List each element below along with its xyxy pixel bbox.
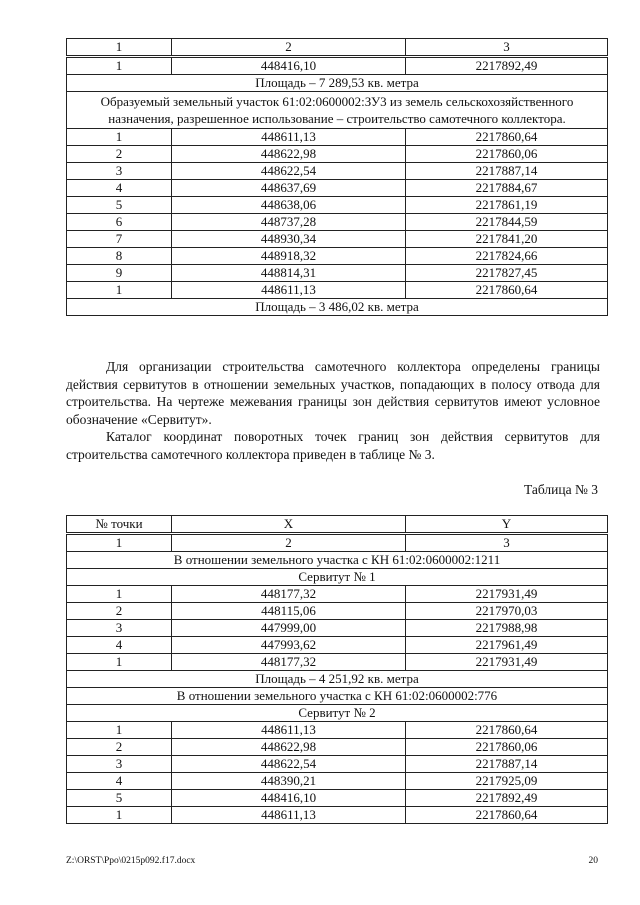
x-coordinate-cell: 448638,06	[172, 197, 406, 214]
point-number-cell: 9	[67, 265, 172, 282]
point-number-cell: 1	[67, 654, 172, 671]
x-coordinate-cell: 448814,31	[172, 265, 406, 282]
x-coordinate-cell: 448611,13	[172, 282, 406, 299]
y-coordinate-cell: 2217860,06	[406, 146, 608, 163]
column-number-row	[67, 39, 608, 57]
point-number-cell: 3	[67, 756, 172, 773]
area-row	[67, 671, 608, 688]
point-number-cell: № точки	[67, 516, 172, 534]
x-coordinate-cell: 448737,28	[172, 214, 406, 231]
column-header-row	[67, 516, 608, 534]
point-number-cell: 1	[67, 722, 172, 739]
y-coordinate-cell: 2217988,98	[406, 620, 608, 637]
table-row	[67, 146, 608, 163]
y-coordinate-cell: 2217931,49	[406, 586, 608, 603]
table-row	[67, 282, 608, 299]
table-3-title: Таблица № 3	[524, 482, 598, 497]
point-number-cell: 5	[67, 197, 172, 214]
table-row	[67, 586, 608, 603]
footer-file-path: Z:\ORST\Ppo\0215p092.f17.docx	[66, 856, 196, 866]
section-title-row-cell: В отношении земельного участка с КН 61:02:0600002:776	[67, 688, 608, 705]
y-coordinate-cell: 2217892,49	[406, 57, 608, 75]
y-coordinate-cell: 2217884,67	[406, 180, 608, 197]
paragraph-catalog: Каталог координат поворотных точек границ зон действия сервитутов для строительства самотечного коллектора приведен в таблице № 3.	[66, 429, 600, 462]
table-row	[67, 790, 608, 807]
section-title-row	[67, 688, 608, 705]
area-row-cell: Площадь – 3 486,02 кв. метра	[67, 299, 608, 316]
y-coordinate-cell: 3	[406, 534, 608, 552]
y-coordinate-cell: 2217970,03	[406, 603, 608, 620]
point-number-cell: 2	[67, 146, 172, 163]
table-row	[67, 807, 608, 824]
section-title-row	[67, 552, 608, 569]
servitude-coordinates-table	[66, 515, 608, 824]
y-coordinate-cell: Y	[406, 516, 608, 534]
table-row	[67, 197, 608, 214]
y-coordinate-cell: 2217860,64	[406, 807, 608, 824]
point-number-cell: 1	[67, 586, 172, 603]
body-text	[66, 358, 600, 463]
point-number-cell: 4	[67, 637, 172, 654]
x-coordinate-cell: 447993,62	[172, 637, 406, 654]
point-number-cell: 1	[67, 534, 172, 552]
area-row-cell: Площадь – 7 289,53 кв. метра	[67, 75, 608, 92]
servitude-title-row	[67, 705, 608, 722]
y-coordinate-cell: 2217860,64	[406, 129, 608, 146]
x-coordinate-cell: 448622,98	[172, 739, 406, 756]
point-number-cell: 1	[67, 807, 172, 824]
point-number-cell: 1	[67, 39, 172, 57]
point-number-cell: 4	[67, 773, 172, 790]
point-number-cell: 7	[67, 231, 172, 248]
area-row-cell: Площадь – 4 251,92 кв. метра	[67, 671, 608, 688]
point-number-cell: 2	[67, 739, 172, 756]
x-coordinate-cell: X	[172, 516, 406, 534]
x-coordinate-cell: 448416,10	[172, 790, 406, 807]
y-coordinate-cell: 2217827,45	[406, 265, 608, 282]
x-coordinate-cell: 448611,13	[172, 129, 406, 146]
table-row	[67, 773, 608, 790]
point-number-cell: 1	[67, 57, 172, 75]
servitude-title-row-cell: Сервитут № 2	[67, 705, 608, 722]
table-row	[67, 756, 608, 773]
x-coordinate-cell: 448637,69	[172, 180, 406, 197]
x-coordinate-cell: 447999,00	[172, 620, 406, 637]
point-number-cell: 1	[67, 129, 172, 146]
x-coordinate-cell: 448622,98	[172, 146, 406, 163]
y-coordinate-cell: 2217887,14	[406, 756, 608, 773]
paragraph-servitudes: Для организации строительства самотечного коллектора определены границы действия сервитутов в отношении земельных участков, попадающих в полосу отвода для строительства. На чертеже межевания границы зон действия сервитутов имеют условное обозначение «Сервитут».	[66, 359, 600, 427]
point-number-cell: 4	[67, 180, 172, 197]
y-coordinate-cell: 2217860,64	[406, 282, 608, 299]
point-number-cell: 3	[67, 620, 172, 637]
point-number-cell: 2	[67, 603, 172, 620]
servitude-table-body	[67, 516, 608, 824]
table-row	[67, 739, 608, 756]
y-coordinate-cell: 2217931,49	[406, 654, 608, 671]
x-coordinate-cell: 448390,21	[172, 773, 406, 790]
table-row	[67, 654, 608, 671]
plot-description-row-cell: Образуемый земельный участок 61:02:0600002:ЗУ3 из земель сельскохозяйственного назначения, разрешенное использование – строительство самотечного коллектора.	[67, 92, 608, 129]
coordinates-table-continued	[66, 38, 608, 316]
x-coordinate-cell: 448918,32	[172, 248, 406, 265]
coordinates-table-body	[67, 39, 608, 316]
table-row	[67, 722, 608, 739]
servitude-title-row	[67, 569, 608, 586]
y-coordinate-cell: 2217824,66	[406, 248, 608, 265]
point-number-cell: 5	[67, 790, 172, 807]
y-coordinate-cell: 2217961,49	[406, 637, 608, 654]
point-number-cell: 8	[67, 248, 172, 265]
x-coordinate-cell: 448622,54	[172, 163, 406, 180]
x-coordinate-cell: 448416,10	[172, 57, 406, 75]
section-title-row-cell: В отношении земельного участка с КН 61:02:0600002:1211	[67, 552, 608, 569]
y-coordinate-cell: 2217841,20	[406, 231, 608, 248]
x-coordinate-cell: 448177,32	[172, 654, 406, 671]
point-number-cell: 3	[67, 163, 172, 180]
y-coordinate-cell: 2217861,19	[406, 197, 608, 214]
y-coordinate-cell: 2217860,64	[406, 722, 608, 739]
table-row	[67, 180, 608, 197]
point-number-cell: 1	[67, 282, 172, 299]
table-row	[67, 214, 608, 231]
area-row	[67, 299, 608, 316]
table-row	[67, 620, 608, 637]
x-coordinate-cell: 448611,13	[172, 722, 406, 739]
point-number-cell: 6	[67, 214, 172, 231]
x-coordinate-cell: 2	[172, 534, 406, 552]
y-coordinate-cell: 2217844,59	[406, 214, 608, 231]
table-row	[67, 231, 608, 248]
y-coordinate-cell: 2217925,09	[406, 773, 608, 790]
x-coordinate-cell: 448115,06	[172, 603, 406, 620]
x-coordinate-cell: 448611,13	[172, 807, 406, 824]
plot-description-row	[67, 92, 608, 129]
table-row	[67, 637, 608, 654]
footer-page-number: 20	[588, 856, 598, 866]
x-coordinate-cell: 448930,34	[172, 231, 406, 248]
table-row	[67, 265, 608, 282]
x-coordinate-cell: 448177,32	[172, 586, 406, 603]
area-row	[67, 75, 608, 92]
x-coordinate-cell: 2	[172, 39, 406, 57]
y-coordinate-cell: 2217892,49	[406, 790, 608, 807]
y-coordinate-cell: 2217887,14	[406, 163, 608, 180]
x-coordinate-cell: 448622,54	[172, 756, 406, 773]
y-coordinate-cell: 2217860,06	[406, 739, 608, 756]
servitude-title-row-cell: Сервитут № 1	[67, 569, 608, 586]
table-row	[67, 163, 608, 180]
column-number-row	[67, 534, 608, 552]
table-row	[67, 129, 608, 146]
table-row	[67, 248, 608, 265]
table-row	[67, 57, 608, 75]
table-row	[67, 603, 608, 620]
y-coordinate-cell: 3	[406, 39, 608, 57]
